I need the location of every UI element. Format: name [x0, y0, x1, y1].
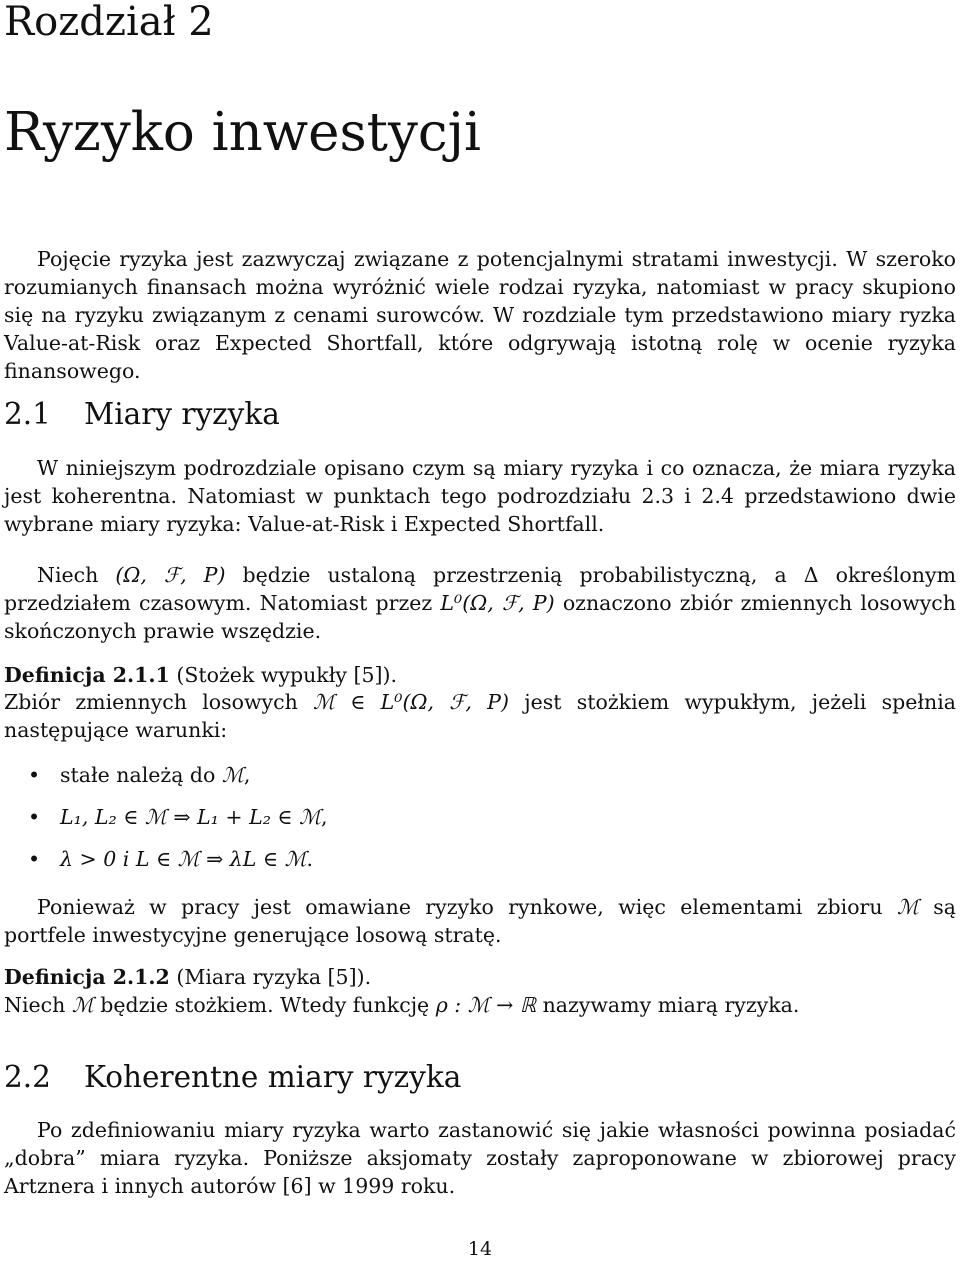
- definition-label: Definicja 2.1.1: [4, 663, 170, 687]
- definition-2-1-2-title: [4, 963, 371, 991]
- definition-2-1-2-body: [4, 991, 956, 1019]
- definition-name: (Stożek wypukły [5]).: [169, 663, 397, 687]
- text-run: jest stożkiem wypukłym, jeżeli spełnia następujące warunki:: [4, 690, 956, 742]
- definition-2-1-1-title: [4, 661, 397, 689]
- page-number: 14: [467, 1238, 493, 1260]
- section-2-1-paragraph-1: W niniejszym podrozdziale opisano czym są miary ryzyka i co oznacza, że miara ryzyka jest koherentna. Natomiast w punktach tego podrozdziału 2.3 i 2.4 przedstawiono dwie wybrane miary ryzyka: Value-at-Risk i Expected Shortfall.: [4, 456, 956, 536]
- chapter-title: Ryzyko inwestycji: [4, 102, 481, 163]
- text-run: będzie ustaloną przestrzenią probabilistyczną, a: [225, 563, 804, 587]
- math-risk-function: ρ : ℳ → ℝ: [435, 993, 537, 1017]
- intro-paragraph: Pojęcie ryzyka jest zazwyczaj związane z potencjalnymi stratami inwestycji. W szeroko rozumianych finansach można wyróżnić wiele rodzai ryzyka, natomiast w pracy skupiono się na ryzyku związanym z cenami surowców. W rozdziale tym przedstawiono miary ryzka Value-at-Risk oraz Expected Shortfall, które odgrywają istotną rolę w ocenie ryzyka finansowego.: [4, 247, 956, 383]
- condition-tail: ,: [243, 763, 251, 787]
- definition-label: Definicja 2.1.2: [4, 965, 170, 989]
- list-item: [0, 761, 900, 803]
- condition-text: stałe należą do: [60, 763, 222, 787]
- chapter-label: Rozdział 2: [4, 0, 214, 45]
- definition-2-1-1-body: [4, 688, 956, 744]
- math-cone: ℳ: [896, 895, 919, 919]
- section-heading-2-1: [4, 396, 280, 432]
- math-l0-space: L⁰(Ω, ℱ, P): [440, 591, 555, 615]
- section-2-1-paragraph-2: [4, 561, 956, 645]
- section-heading-2-2: [4, 1059, 461, 1095]
- condition-math: L₁, L₂ ∈ ℳ ⇒ L₁ + L₂ ∈ ℳ: [60, 805, 322, 829]
- bullet-icon: •: [28, 847, 41, 871]
- text-run: Niech: [37, 563, 116, 587]
- bullet-icon: •: [28, 763, 41, 787]
- definition-name: (Miara ryzyka [5]).: [169, 965, 372, 989]
- text-run: będzie stożkiem. Wtedy funkcję: [93, 993, 436, 1017]
- text-run: są portfele inwestycyjne generujące losową stratę.: [4, 895, 956, 947]
- list-item: [0, 803, 900, 845]
- math-cone-set: ℳ ∈ L⁰(Ω, ℱ, P): [313, 690, 509, 714]
- section-title: Koherentne miary ryzyka: [84, 1060, 462, 1094]
- text-run: Ponieważ w pracy jest omawiane ryzyko rynkowe, więc elementami zbioru: [37, 895, 897, 919]
- list-item: [0, 845, 900, 887]
- section-title: Miary ryzyka: [84, 397, 280, 431]
- condition-math: ℳ: [221, 763, 244, 787]
- text-run: Niech: [4, 993, 72, 1017]
- section-number: 2.2: [4, 1060, 51, 1094]
- text-run: Zbiór zmiennych losowych: [4, 690, 314, 714]
- condition-tail: .: [306, 847, 314, 871]
- math-delta: Δ: [803, 563, 819, 587]
- section-2-2-paragraph-1: Po zdefiniowaniu miary ryzyka warto zastanowić się jakie własności powinna posiadać „dobra” miara ryzyka. Poniższe aksjomaty zostały zaproponowane w zbiorowej pracy Artznera i innych autorów [6] w 1999 roku.: [4, 1118, 956, 1198]
- section-2-1-paragraph-3: [4, 893, 956, 949]
- section-number: 2.1: [4, 397, 51, 431]
- text-run: nazywamy miarą ryzyka.: [536, 993, 800, 1017]
- cone-conditions-list: [0, 761, 900, 887]
- condition-tail: ,: [321, 805, 328, 829]
- text-run: oznaczono zbiór zmiennych losowych skończonych prawie wszędzie.: [4, 591, 956, 643]
- text-run: określonym przedziałem czasowym. Natomiast przez: [4, 563, 957, 615]
- math-probability-space: (Ω, ℱ, P): [115, 563, 226, 587]
- bullet-icon: •: [28, 805, 41, 829]
- math-cone: ℳ: [71, 993, 94, 1017]
- condition-math: λ > 0 i L ∈ ℳ ⇒ λL ∈ ℳ: [60, 847, 307, 871]
